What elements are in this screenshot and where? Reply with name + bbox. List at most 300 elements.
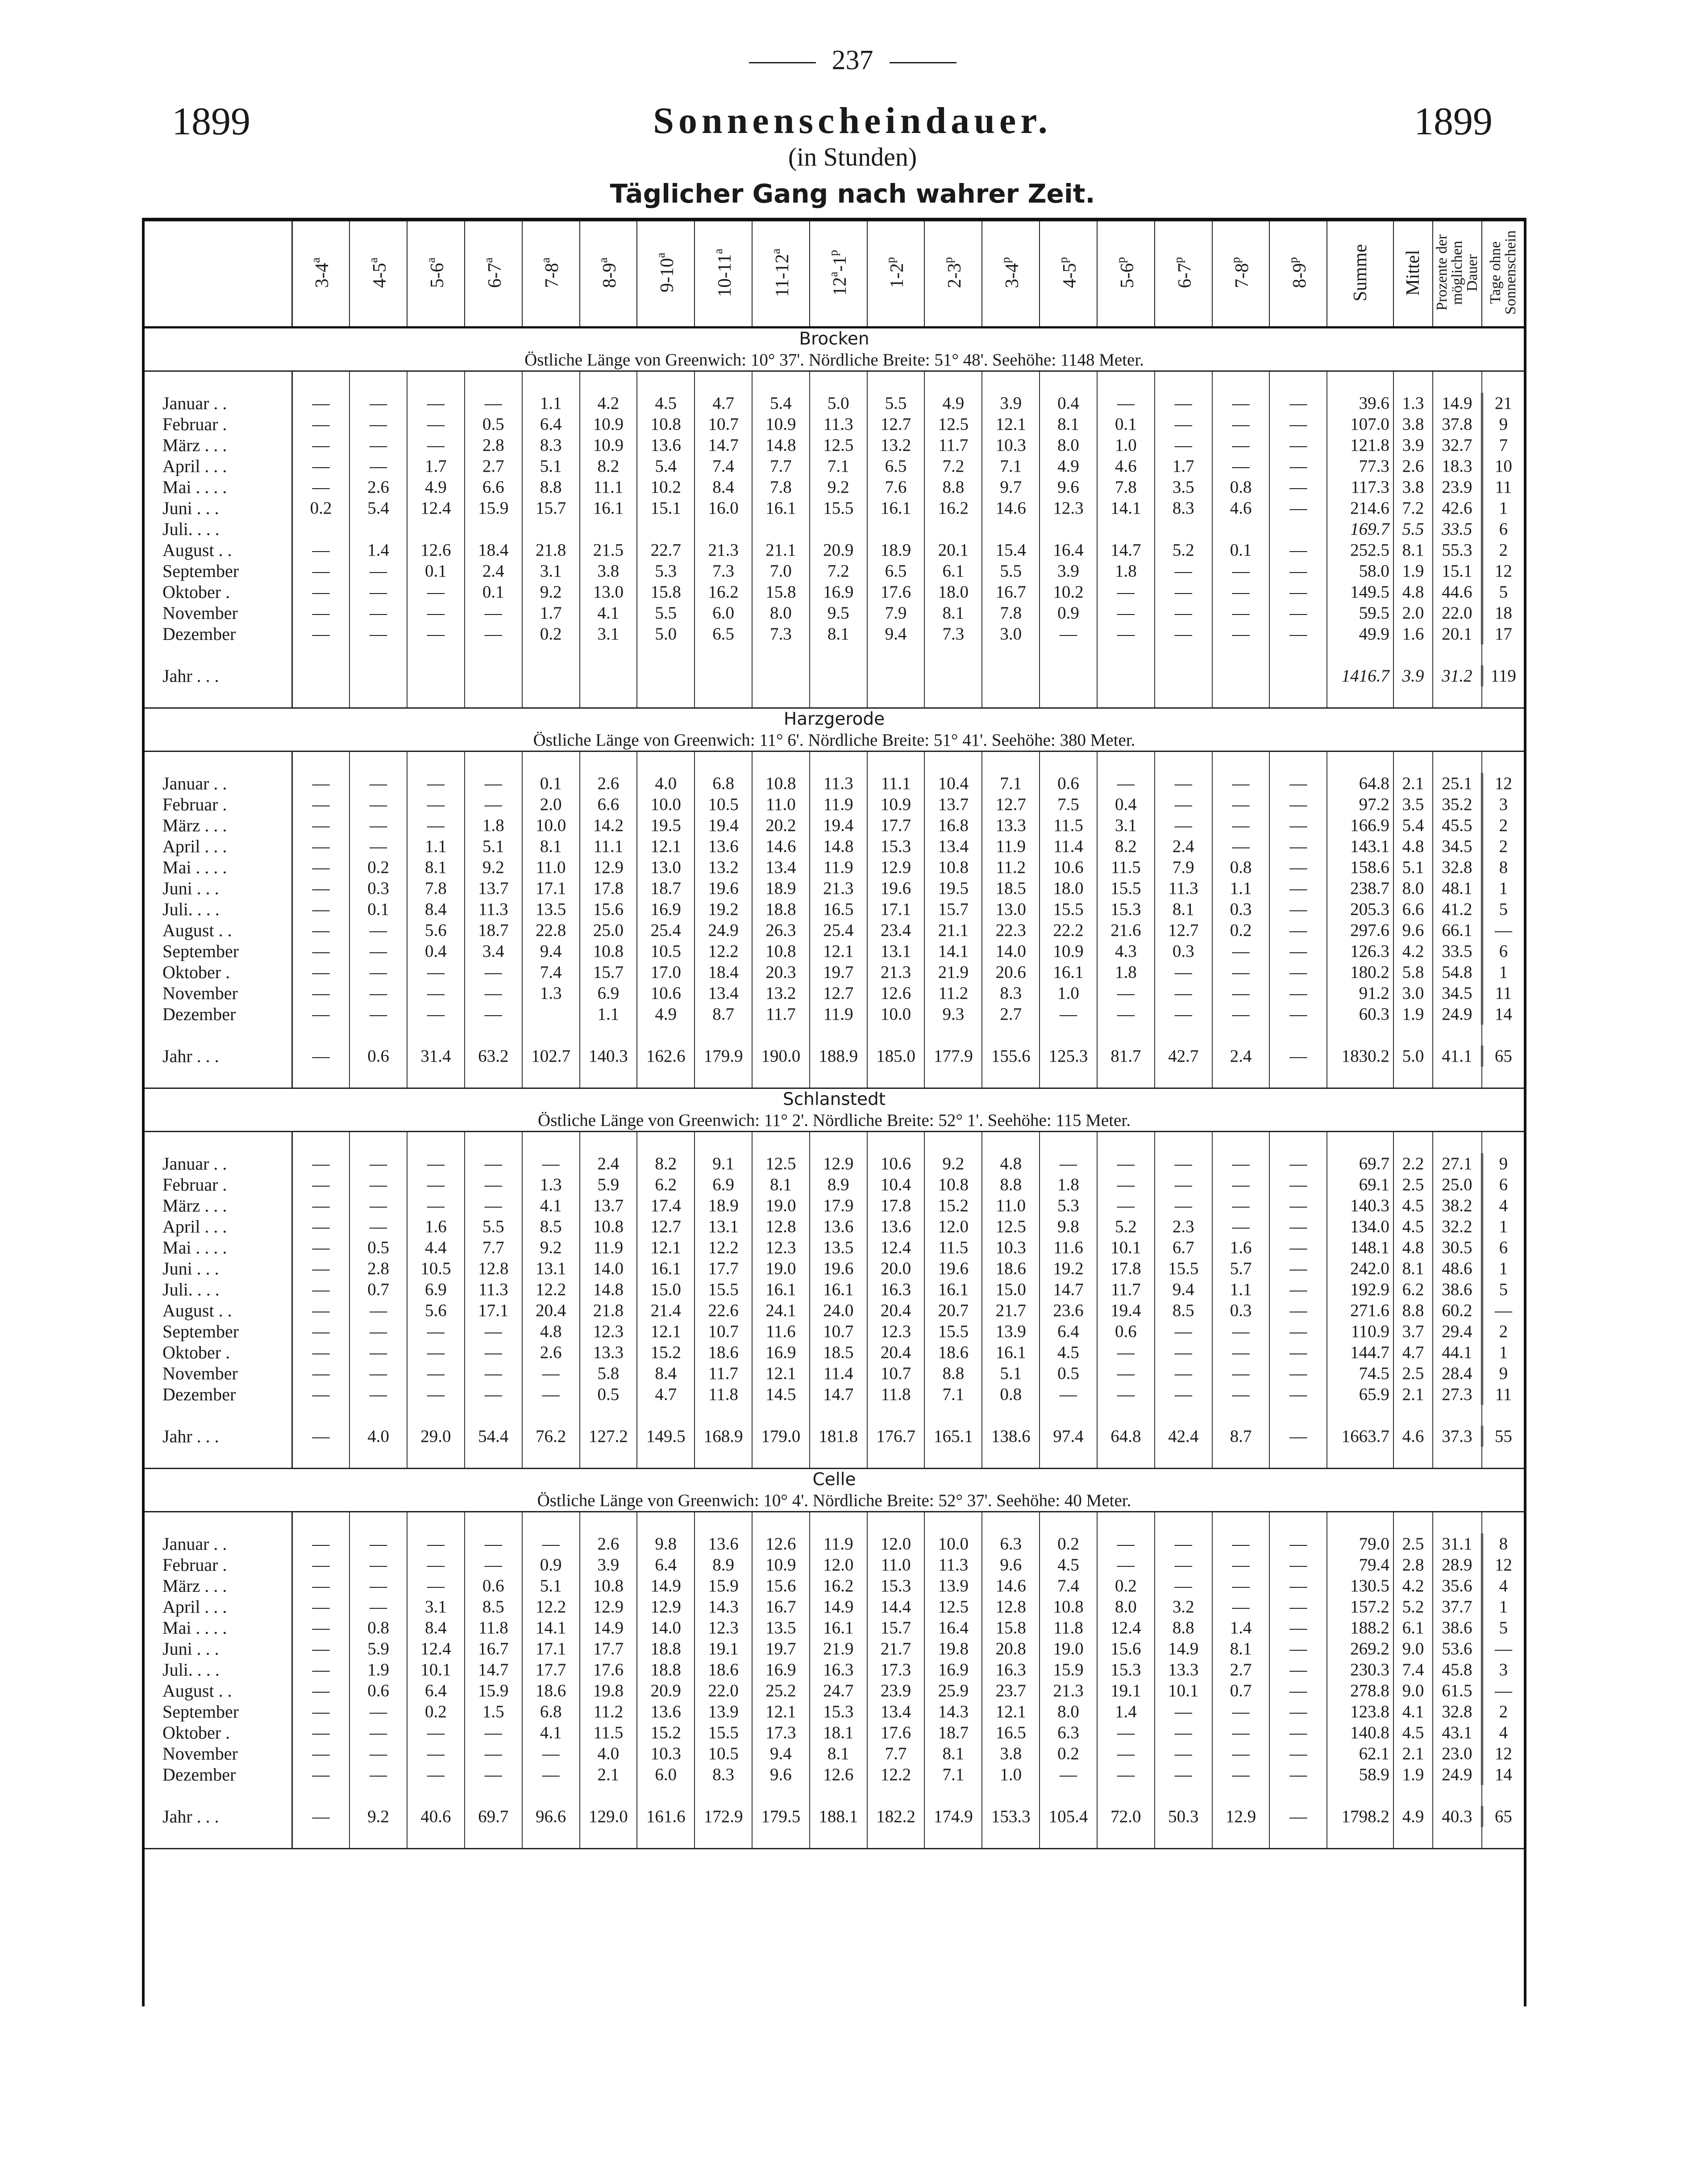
month-row [145, 1596, 1524, 1617]
hour-value: 17.7 [522, 1659, 580, 1680]
spacer-row-cell [145, 1025, 292, 1046]
hour-value: 0.2 [522, 623, 580, 644]
hour-value: 7.2 [924, 456, 982, 477]
hour-value: 10.0 [924, 1533, 982, 1554]
hour-value: — [1212, 941, 1270, 962]
tage-value: 21 [1494, 394, 1512, 413]
hour-value: 8.7 [694, 1004, 752, 1025]
hour-value: 8.1 [1155, 899, 1212, 920]
hour-value: 6.5 [867, 456, 925, 477]
month-row [145, 1258, 1524, 1279]
row-label: September [145, 941, 292, 962]
hour-value: — [1212, 1321, 1270, 1342]
hour-value: 15.9 [1040, 1659, 1097, 1680]
spacer-row-cell [1155, 752, 1212, 773]
hour-value: — [1269, 1806, 1327, 1827]
spacer-row [145, 1132, 1524, 1154]
hour-value: — [1269, 1258, 1327, 1279]
summe-value: 148.1 [1327, 1237, 1393, 1258]
hour-value [1212, 665, 1270, 686]
hour-value: 0.3 [1212, 1300, 1270, 1321]
spacer-row-cell [1327, 1405, 1393, 1426]
hour-value: — [292, 1680, 349, 1701]
hour-value: 15.2 [637, 1722, 694, 1743]
hour-value: — [292, 1258, 349, 1279]
month-row [145, 773, 1524, 794]
hour-value: — [292, 1384, 349, 1405]
hour-value: 8.4 [407, 899, 465, 920]
hour-value: 15.3 [1097, 899, 1155, 920]
station-name: Celle [812, 1470, 856, 1490]
hour-value: 2.8 [465, 435, 522, 456]
spacer-row-cell [694, 1132, 752, 1154]
hour-value: 9.6 [982, 1554, 1040, 1575]
prozente-value: 48.6 [1433, 1258, 1482, 1279]
month-row [145, 435, 1524, 456]
hour-value: — [407, 983, 465, 1004]
station-end-cell [1482, 686, 1524, 708]
hour-value: — [1269, 1743, 1327, 1764]
prozente-value: 24.9 [1433, 1004, 1482, 1025]
prozente-value: 18.3 [1433, 456, 1482, 477]
station-name-row [145, 328, 1524, 350]
hour-value: — [1155, 1363, 1212, 1384]
hour-value: — [407, 1743, 465, 1764]
spacer-row-cell [1097, 752, 1155, 773]
hour-value: 12.3 [867, 1321, 925, 1342]
tage-value: — [1494, 1681, 1512, 1700]
hour-value: 3.5 [1155, 477, 1212, 498]
hour-value: 22.2 [1040, 920, 1097, 941]
hour-value: — [1040, 1004, 1097, 1025]
summe-value: 271.6 [1327, 1300, 1393, 1321]
row-label: Oktober . [145, 581, 292, 602]
hour-value: 11.5 [924, 1237, 982, 1258]
hour-value: 12.6 [407, 540, 465, 561]
prozente-value: 28.9 [1433, 1554, 1482, 1575]
prozente-value: 38.2 [1433, 1195, 1482, 1216]
hour-value: 179.5 [752, 1806, 810, 1827]
summe-value: 64.8 [1327, 773, 1393, 794]
hour-value: — [465, 1174, 522, 1195]
hour-value: 50.3 [1155, 1806, 1212, 1827]
year-total-row [145, 1426, 1524, 1447]
hour-value: 11.3 [465, 1279, 522, 1300]
hour-value: 11.7 [752, 1004, 810, 1025]
hour-value: 76.2 [522, 1426, 580, 1447]
tage-value: 5 [1499, 1618, 1508, 1637]
hour-value: 17.3 [752, 1722, 810, 1743]
hour-value: — [1269, 1046, 1327, 1067]
hour-value: — [1212, 1554, 1270, 1575]
hour-value: 13.6 [637, 1701, 694, 1722]
hour-value: 19.8 [924, 1638, 982, 1659]
summe-value: 214.6 [1327, 498, 1393, 519]
summe-value: 97.2 [1327, 794, 1393, 815]
hour-value: 1.8 [1040, 1174, 1097, 1195]
hour-value: — [1269, 414, 1327, 435]
hour-value: 1.1 [580, 1004, 637, 1025]
hour-value: — [1212, 773, 1270, 794]
station-end-cell [1212, 686, 1270, 708]
summe-value: 188.2 [1327, 1617, 1393, 1638]
hour-value: — [1097, 1174, 1155, 1195]
row-label: September [145, 561, 292, 581]
table-header-row [145, 221, 1524, 328]
hour-value: 11.0 [867, 1554, 925, 1575]
hour-value: 8.5 [465, 1596, 522, 1617]
spacer-row-cell [349, 1132, 407, 1154]
hour-value: — [292, 393, 349, 414]
spacer-row-cell [1040, 1132, 1097, 1154]
station-info: Östliche Länge von Greenwich: 11° 2'. Nördliche Breite: 52° 1'. Seehöhe: 115 Meter. [145, 1110, 1524, 1132]
hour-value: 0.2 [1097, 1575, 1155, 1596]
hour-value: — [292, 1216, 349, 1237]
header-hour-16 [1212, 221, 1270, 328]
hour-value: — [465, 1153, 522, 1174]
spacer-row-cell [982, 1025, 1040, 1046]
hour-value: 4.9 [407, 477, 465, 498]
spacer-row-cell [292, 752, 349, 773]
hour-value: — [1212, 1701, 1270, 1722]
hour-value: 8.1 [924, 602, 982, 623]
header-hour-2-label: 5-6$^a$ [424, 257, 448, 288]
hour-value: — [292, 540, 349, 561]
spacer-row-cell [1482, 1785, 1524, 1806]
hour-value: 17.1 [867, 899, 925, 920]
station-end-cell [1433, 1067, 1482, 1088]
hour-value: 19.6 [924, 1258, 982, 1279]
station-end-cell [1269, 1827, 1327, 1849]
hour-value: — [1097, 581, 1155, 602]
hour-value: 0.5 [580, 1384, 637, 1405]
hour-value: 18.9 [867, 540, 925, 561]
header-hour-10 [867, 221, 925, 328]
hour-value: 7.6 [867, 477, 925, 498]
spacer-row-cell [752, 644, 810, 665]
summe-value: 143.1 [1327, 836, 1393, 857]
hour-value: 15.0 [982, 1279, 1040, 1300]
hour-value [637, 519, 694, 540]
hour-value: 18.6 [982, 1258, 1040, 1279]
hour-value: — [1212, 1195, 1270, 1216]
prozente-value: 34.5 [1433, 983, 1482, 1004]
spacer-row-cell [752, 1785, 810, 1806]
spacer-row-cell [1433, 1132, 1482, 1154]
row-label: Dezember [145, 623, 292, 644]
hour-value: — [292, 920, 349, 941]
hour-value: — [1097, 1743, 1155, 1764]
header-label-column [145, 221, 292, 328]
hour-value: 15.8 [637, 581, 694, 602]
hour-value: 19.6 [810, 1258, 867, 1279]
header-hour-15 [1155, 221, 1212, 328]
hour-value: — [349, 456, 407, 477]
page-number-text: 237 [832, 45, 873, 75]
station-end-cell [465, 1067, 522, 1088]
station-end-cell [1040, 686, 1097, 708]
station-name-row [145, 1088, 1524, 1110]
spacer-row-cell [1327, 644, 1393, 665]
spacer-row-cell [1327, 1512, 1393, 1534]
hour-value: 13.9 [694, 1701, 752, 1722]
summe-value: 140.8 [1327, 1722, 1393, 1743]
spacer-row-cell [1212, 1405, 1270, 1426]
spacer-row-cell [637, 371, 694, 393]
summe-value: 180.2 [1327, 962, 1393, 983]
month-row [145, 477, 1524, 498]
station-end-cell [349, 1827, 407, 1849]
header-hour-13-label: 4-5$^p$ [1056, 257, 1080, 288]
hour-value: — [465, 1321, 522, 1342]
hour-value: 8.4 [694, 477, 752, 498]
hour-value: 13.7 [924, 794, 982, 815]
hour-value [522, 519, 580, 540]
hour-value: — [349, 941, 407, 962]
station-end-cell [1393, 686, 1433, 708]
tage-value: 11 [1495, 984, 1512, 1003]
prozente-value: 41.1 [1433, 1046, 1482, 1067]
hour-value: — [1212, 1533, 1270, 1554]
hour-value: 11.6 [1040, 1237, 1097, 1258]
row-label: September [145, 1321, 292, 1342]
spacer-row-cell [1482, 1132, 1524, 1154]
hour-value: — [1155, 1575, 1212, 1596]
hour-value: — [465, 1554, 522, 1575]
tage-value: 4 [1499, 1723, 1508, 1742]
hour-value: 0.3 [349, 878, 407, 899]
hour-value: 72.0 [1097, 1806, 1155, 1827]
spacer-row-cell [752, 752, 810, 773]
hour-value: — [349, 1363, 407, 1384]
hour-value: — [1269, 1554, 1327, 1575]
prozente-value: 34.5 [1433, 836, 1482, 857]
header-hour-9-label: 12$^a$-1$^p$ [826, 249, 850, 296]
hour-value: 1.6 [407, 1216, 465, 1237]
mittel-value: 4.8 [1393, 1237, 1433, 1258]
station-end-cell [694, 1827, 752, 1849]
hour-value: 13.5 [810, 1237, 867, 1258]
spacer-row-cell [145, 644, 292, 665]
hour-value: 1.0 [982, 1764, 1040, 1785]
hour-value: 4.2 [580, 393, 637, 414]
prozente-value: 35.6 [1433, 1575, 1482, 1596]
hour-value: — [407, 773, 465, 794]
hour-value [1269, 519, 1327, 540]
station-end-cell [407, 1827, 465, 1849]
hour-value: — [1155, 1384, 1212, 1405]
hour-value: 18.0 [1040, 878, 1097, 899]
station-end-cell [982, 1067, 1040, 1088]
station-end-cell [407, 686, 465, 708]
hour-value: 10.0 [867, 1004, 925, 1025]
hour-value: — [292, 477, 349, 498]
hour-value: 21.5 [580, 540, 637, 561]
hour-value: 12.7 [982, 794, 1040, 815]
hour-value: 15.8 [982, 1617, 1040, 1638]
prozente-value: 31.1 [1433, 1533, 1482, 1554]
spacer-row-cell [349, 752, 407, 773]
hour-value: — [349, 1216, 407, 1237]
hour-value: 18.7 [637, 878, 694, 899]
hour-value: 17.8 [867, 1195, 925, 1216]
hour-value [1155, 519, 1212, 540]
hour-value [1097, 665, 1155, 686]
hour-value: 7.7 [752, 456, 810, 477]
hour-value: 14.1 [522, 1617, 580, 1638]
hour-value: 4.1 [522, 1722, 580, 1743]
spacer-row-cell [1155, 1405, 1212, 1426]
spacer-row-cell [752, 371, 810, 393]
station-end-cell [1269, 1447, 1327, 1469]
hour-value: 0.1 [349, 899, 407, 920]
hour-value: 22.7 [637, 540, 694, 561]
row-label: Juni . . . [145, 1638, 292, 1659]
hour-value: — [1040, 623, 1097, 644]
hour-value: — [1269, 1321, 1327, 1342]
header-hour-7 [694, 221, 752, 328]
mittel-value: 2.6 [1393, 456, 1433, 477]
hour-value [349, 665, 407, 686]
hour-value: — [292, 1743, 349, 1764]
hour-value: — [349, 1596, 407, 1617]
row-label: April . . . [145, 456, 292, 477]
hour-value: 81.7 [1097, 1046, 1155, 1067]
spacer-row-cell [752, 1405, 810, 1426]
hour-value: — [1097, 623, 1155, 644]
hour-value: 0.1 [522, 773, 580, 794]
month-row [145, 1342, 1524, 1363]
row-label: Oktober . [145, 1342, 292, 1363]
header-hour-5 [580, 221, 637, 328]
hour-value: 9.8 [1040, 1216, 1097, 1237]
mittel-value: 6.6 [1393, 899, 1433, 920]
hour-value: — [407, 1363, 465, 1384]
hour-value: 15.5 [1155, 1258, 1212, 1279]
hour-value: — [349, 1575, 407, 1596]
summe-value: 269.2 [1327, 1638, 1393, 1659]
hour-value: — [349, 1004, 407, 1025]
hour-value: 8.3 [1155, 498, 1212, 519]
hour-value: 5.6 [407, 1300, 465, 1321]
hour-value: — [349, 836, 407, 857]
hour-value: 13.6 [694, 836, 752, 857]
month-row [145, 1764, 1524, 1785]
hour-value: 42.7 [1155, 1046, 1212, 1067]
hour-value: — [1155, 581, 1212, 602]
hour-value: — [292, 1638, 349, 1659]
hour-value: — [292, 1659, 349, 1680]
hour-value: 11.9 [982, 836, 1040, 857]
station-info-row [145, 1490, 1524, 1512]
spacer-row-cell [580, 371, 637, 393]
spacer-row-cell [694, 1025, 752, 1046]
month-row [145, 899, 1524, 920]
row-label: Juli. . . . [145, 1279, 292, 1300]
spacer-row-cell [694, 644, 752, 665]
hour-value: 176.7 [867, 1426, 925, 1447]
hour-value: 16.1 [867, 498, 925, 519]
hour-value: 5.8 [580, 1363, 637, 1384]
hour-value: 18.9 [752, 878, 810, 899]
hour-value: — [349, 1384, 407, 1405]
spacer-row-cell [867, 1405, 925, 1426]
hour-value: 12.1 [982, 414, 1040, 435]
hour-value: — [292, 623, 349, 644]
header-hour-12-label: 3-4$^p$ [999, 257, 1023, 288]
hour-value: 15.5 [694, 1279, 752, 1300]
station-end-cell [522, 1827, 580, 1849]
spacer-row-cell [292, 1512, 349, 1534]
station-end-cell [867, 1827, 925, 1849]
hour-value [810, 519, 867, 540]
hour-value: 0.7 [1212, 1680, 1270, 1701]
station-end-cell [522, 1447, 580, 1469]
prozente-value: 25.0 [1433, 1174, 1482, 1195]
tage-value: 12 [1494, 774, 1512, 793]
hour-value: 6.4 [1040, 1321, 1097, 1342]
hour-value: 2.4 [465, 561, 522, 581]
month-row [145, 1321, 1524, 1342]
spacer-row-cell [1097, 1785, 1155, 1806]
spacer-row-cell [522, 1512, 580, 1534]
hour-value: 18.6 [522, 1680, 580, 1701]
hour-value: 8.9 [810, 1174, 867, 1195]
hour-value: — [1269, 581, 1327, 602]
hour-value: 7.1 [982, 773, 1040, 794]
spacer-row-cell [1393, 1025, 1433, 1046]
spacer-row-cell [1097, 1025, 1155, 1046]
hour-value: 21.1 [752, 540, 810, 561]
hour-value: 2.1 [580, 1764, 637, 1785]
station-end-cell [1040, 1827, 1097, 1849]
tage-value: 1 [1499, 963, 1508, 982]
hour-value: — [292, 962, 349, 983]
hour-value: 11.3 [810, 414, 867, 435]
prozente-value: 42.6 [1433, 498, 1482, 519]
station-end-cell [1155, 1447, 1212, 1469]
station-end-row [145, 686, 1524, 708]
hour-value: — [407, 1722, 465, 1743]
station-end-row [145, 1447, 1524, 1469]
hour-value: 12.9 [867, 857, 925, 878]
hour-value: 2.3 [1155, 1216, 1212, 1237]
hour-value [407, 665, 465, 686]
spacer-row-cell [694, 1512, 752, 1534]
hour-value: 18.6 [924, 1342, 982, 1363]
hour-value: 11.3 [810, 773, 867, 794]
hour-value: 12.1 [752, 1701, 810, 1722]
hour-value: 10.5 [694, 1743, 752, 1764]
spacer-row-cell [1040, 371, 1097, 393]
hour-value: 6.5 [694, 623, 752, 644]
summe-value: 149.5 [1327, 581, 1393, 602]
tage-value: 4 [1499, 1576, 1508, 1595]
summe-value: 74.5 [1327, 1363, 1393, 1384]
prozente-value: 37.8 [1433, 414, 1482, 435]
hour-value [349, 519, 407, 540]
month-row [145, 623, 1524, 644]
hour-value: 4.5 [637, 393, 694, 414]
tage-value: 1 [1499, 1343, 1508, 1362]
hour-value: 18.9 [694, 1195, 752, 1216]
spacer-row-cell [924, 752, 982, 773]
spacer-row-cell [522, 1785, 580, 1806]
hour-value: — [292, 773, 349, 794]
hour-value: 69.7 [465, 1806, 522, 1827]
hour-value: — [465, 794, 522, 815]
hour-value: — [1212, 1575, 1270, 1596]
